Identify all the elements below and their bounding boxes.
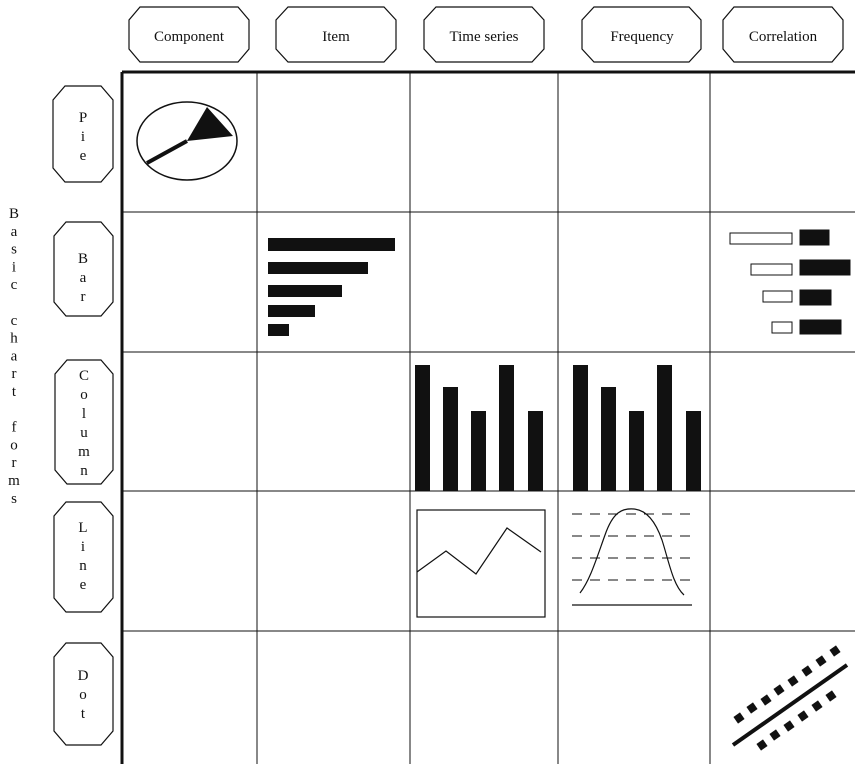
grid [122, 72, 855, 764]
column-label-frequency: Frequency [610, 29, 674, 45]
column-label-correlation: Correlation [748, 29, 818, 45]
row-header-bar [54, 222, 113, 316]
row-label-bar: B a r [77, 251, 89, 305]
row-label-line: L i n e [78, 520, 88, 593]
column-label-component: Component [154, 29, 224, 45]
scatter-dot-icon [733, 645, 847, 750]
bar-chart-icon [268, 238, 395, 336]
row-label-column: C o l u m n [78, 368, 90, 479]
frequency-curve-icon [572, 509, 692, 605]
column-chart-icon [415, 365, 543, 491]
row-header-line [54, 502, 113, 612]
column-header-correlation [723, 7, 843, 62]
column-header-time-series [424, 7, 544, 62]
column-header-frequency [582, 7, 701, 62]
row-header-column [55, 360, 113, 484]
row-header-dot [54, 643, 113, 745]
column-header-component [129, 7, 249, 62]
column-label-time-series: Time series [449, 29, 519, 45]
histogram-icon [573, 365, 701, 491]
side-title: B a s i c c h a r t f o r m s [8, 206, 20, 507]
paired-bar-icon [730, 230, 850, 334]
row-label-pie: P i e [78, 110, 88, 164]
column-header-item [276, 7, 396, 62]
line-chart-icon [417, 510, 545, 617]
column-label-item: Item [322, 29, 350, 45]
pie-chart-icon [137, 102, 237, 180]
row-header-pie [53, 86, 113, 182]
row-label-dot: D o t [77, 668, 89, 722]
